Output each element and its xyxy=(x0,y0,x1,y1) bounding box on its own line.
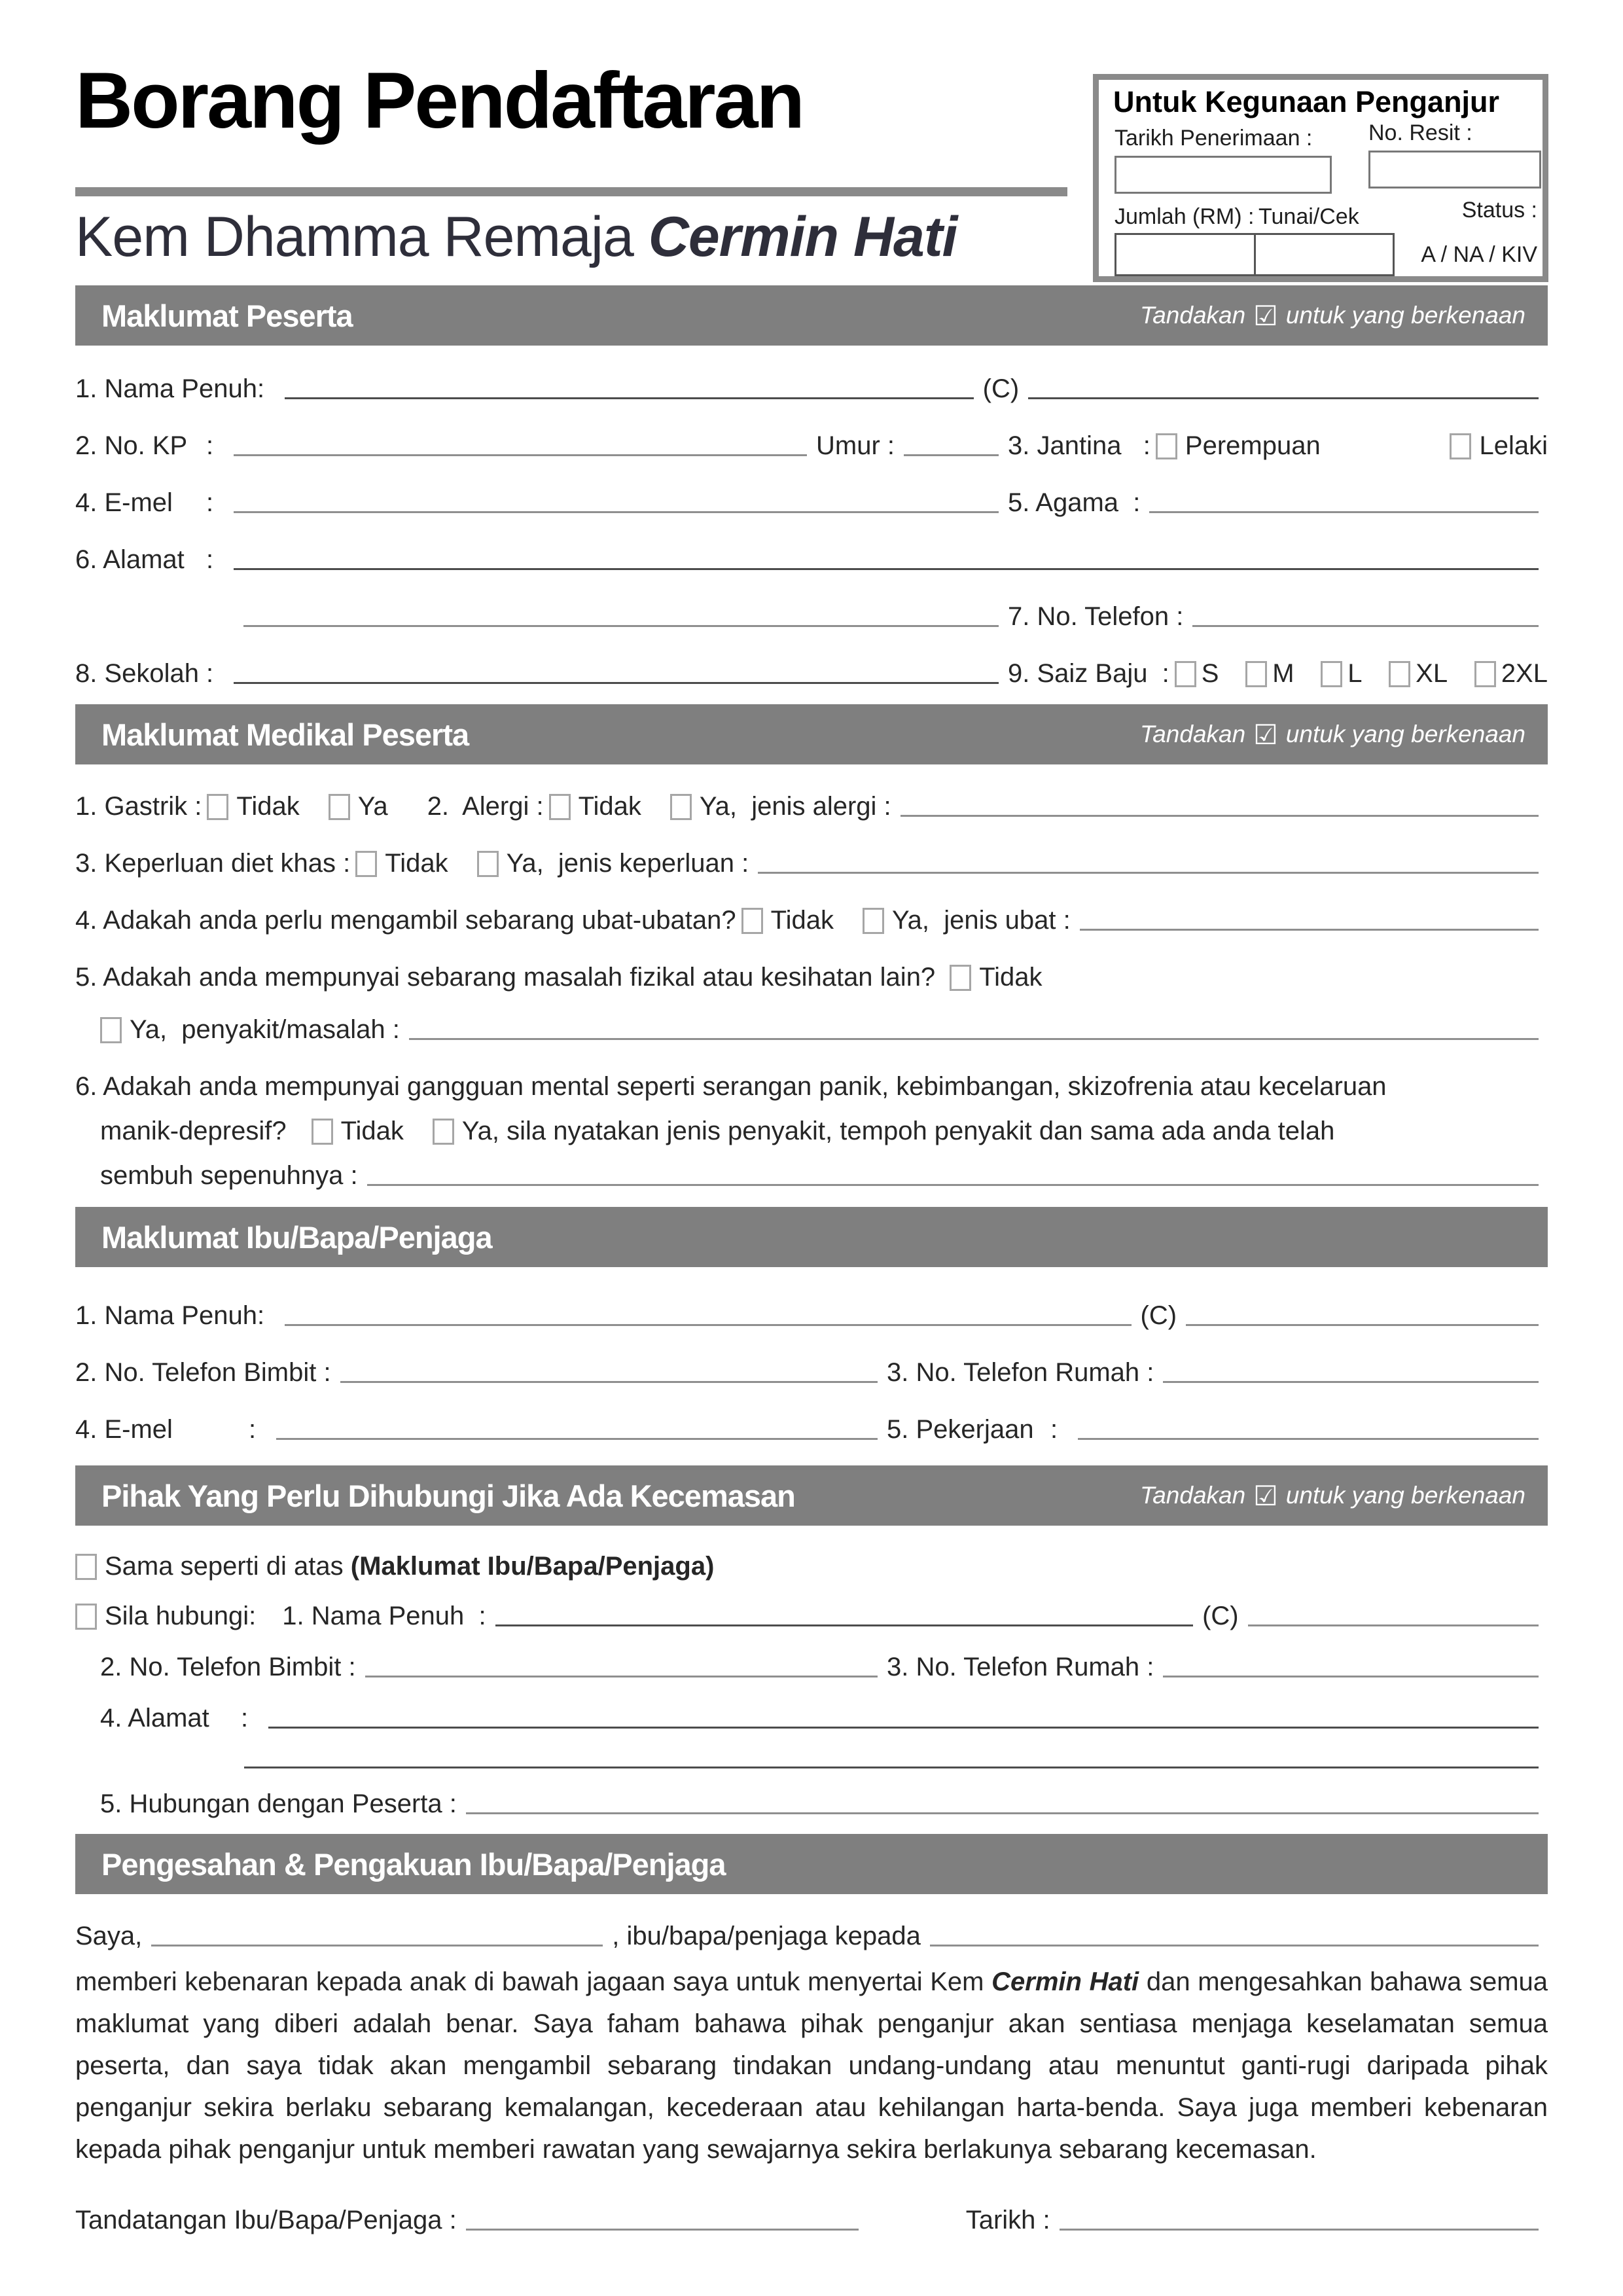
kepada-label: , ibu/bapa/penjaga kepada xyxy=(612,1922,921,1951)
alergi-label: 2. Alergi : xyxy=(427,792,544,821)
colon: : xyxy=(206,488,214,518)
line-sembuh-sepenuhnya[interactable] xyxy=(367,1184,1539,1186)
penjaga-nama-label: 1. Nama Penuh xyxy=(75,1301,257,1331)
tick-note-suffix: untuk yang berkenaan xyxy=(1285,1482,1525,1509)
checkbox-size-l[interactable] xyxy=(1321,661,1342,687)
field-row-hubungan xyxy=(75,1788,1548,1820)
checkbox-size-2xl[interactable] xyxy=(1474,661,1496,687)
line-emel[interactable] xyxy=(234,511,999,513)
field-row-nama-penuh xyxy=(75,373,1548,404)
kecemasan-alamat-label: 4. Alamat xyxy=(100,1704,209,1733)
agama-label: 5. Agama : xyxy=(1008,488,1141,518)
checkbox-lelaki[interactable] xyxy=(1450,433,1471,459)
jantina-label: 3. Jantina : xyxy=(1008,431,1150,461)
field-row-sama-seperti xyxy=(75,1551,1548,1582)
colon: : xyxy=(241,1704,249,1733)
line-kecemasan-alamat-1[interactable] xyxy=(268,1727,1539,1729)
line-agama[interactable] xyxy=(1149,511,1539,513)
colon: : xyxy=(206,545,214,575)
declaration-paragraph xyxy=(75,1961,1548,2170)
status-label: Status : xyxy=(1461,198,1537,223)
penjaga-emel-label: 4. E-mel xyxy=(75,1415,173,1444)
field-row-diet xyxy=(75,848,1548,879)
amount-cheque-cell[interactable] xyxy=(1256,235,1393,274)
hubungan-label: 5. Hubungan dengan Peserta : xyxy=(100,1789,457,1819)
section-title: Pengesahan & Pengakuan Ibu/Bapa/Penjaga xyxy=(101,1846,726,1882)
line-kecemasan-nama-cina[interactable] xyxy=(1248,1624,1539,1626)
colon: : xyxy=(206,431,214,461)
tandatangan-label: Tandatangan Ibu/Bapa/Penjaga : xyxy=(75,2206,457,2235)
nama-penuh-label: 1. Nama Penuh xyxy=(75,374,257,404)
size-s-label: S xyxy=(1201,659,1219,689)
kecemasan-nama-label: 1. Nama Penuh : xyxy=(282,1602,486,1631)
checkbox-sama-seperti[interactable] xyxy=(75,1554,97,1580)
line-no-kp[interactable] xyxy=(234,454,807,456)
checkbox-sila-hubungi[interactable] xyxy=(75,1604,97,1630)
telefon-group xyxy=(1008,601,1548,632)
sekolah-label: 8. Sekolah xyxy=(75,659,200,689)
ubat-label: 4. Adakah anda perlu mengambil sebarang ubat-ubatan? xyxy=(75,906,736,935)
diet-label: 3. Keperluan diet khas : xyxy=(75,849,351,878)
alamat-label: 6. Alamat xyxy=(75,545,185,575)
size-2xl-label: 2XL xyxy=(1501,659,1548,689)
gastrik-label: 1. Gastrik : xyxy=(75,792,202,821)
field-row-tandatangan xyxy=(75,2204,1548,2236)
agama-group xyxy=(1008,487,1548,518)
line-pekerjaan[interactable] xyxy=(1078,1438,1539,1440)
field-row-sekolah xyxy=(75,658,1548,689)
umur-label: Umur : xyxy=(816,431,895,461)
line-penjaga-emel[interactable] xyxy=(276,1438,878,1440)
field-row-gastrik-alergi xyxy=(75,791,1548,822)
field-row-emel xyxy=(75,487,1548,518)
line-nama-penuh[interactable] xyxy=(285,397,974,399)
kecemasan-bimbit-group xyxy=(100,1651,887,1683)
tick-note xyxy=(1140,1480,1525,1512)
saiz-baju-label: 9. Saiz Baju : xyxy=(1008,659,1169,689)
mental-ya-label: Ya, sila nyatakan jenis penyakit, tempoh penyakit dan sama ada anda telah xyxy=(461,1117,1335,1146)
size-l-label: L xyxy=(1347,659,1363,689)
penyakit-ya-label: Ya, penyakit/masalah : xyxy=(130,1015,400,1045)
tidak-label: Tidak xyxy=(236,792,300,821)
sila-hubungi-label: Sila hubungi: xyxy=(105,1602,257,1631)
saya-label: Saya, xyxy=(75,1922,143,1951)
pekerjaan-label: 5. Pekerjaan xyxy=(887,1415,1034,1444)
field-row-kecemasan-telefon xyxy=(75,1651,1548,1683)
checkbox-size-xl[interactable] xyxy=(1389,661,1410,687)
tidak-label: Tidak xyxy=(578,792,641,821)
line-hubungan-peserta[interactable] xyxy=(466,1812,1539,1814)
line-jenis-keperluan[interactable] xyxy=(758,872,1539,874)
checked-box-icon: ☑ xyxy=(1253,1480,1278,1511)
checked-box-icon: ☑ xyxy=(1253,719,1278,750)
field-row-alamat-2 xyxy=(75,601,1548,632)
alergi-ya-label: Ya, jenis alergi : xyxy=(699,792,891,821)
ubat-ya-label: Ya, jenis ubat : xyxy=(891,906,1071,935)
line-telefon-bimbit[interactable] xyxy=(340,1381,878,1383)
checked-box-icon: ☑ xyxy=(1253,300,1278,331)
tidak-label: Tidak xyxy=(770,906,834,935)
checkbox-fizikal-tidak[interactable] xyxy=(950,965,971,991)
colon: : xyxy=(257,374,265,404)
checkbox-diet-ya[interactable] xyxy=(477,851,499,877)
checkbox-diet-tidak[interactable] xyxy=(355,851,377,877)
jantina-group xyxy=(1008,430,1548,461)
title-divider xyxy=(75,187,1067,196)
field-row-penjaga-emel xyxy=(75,1414,1548,1445)
penjaga-emel-group xyxy=(75,1414,887,1445)
checkbox-size-m[interactable] xyxy=(1245,661,1267,687)
no-kp-label: 2. No. KP xyxy=(75,431,188,461)
emel-label: 4. E-mel xyxy=(75,488,173,518)
tick-note-prefix: Tandakan xyxy=(1140,302,1246,329)
line-telefon[interactable] xyxy=(1192,625,1539,627)
section-title: Maklumat Ibu/Bapa/Penjaga xyxy=(101,1219,492,1255)
field-row-penyakit-masalah xyxy=(75,1014,1548,1045)
checkbox-size-s[interactable] xyxy=(1175,661,1196,687)
field-row-alamat xyxy=(75,544,1548,575)
payment-label: Tunai/Cek xyxy=(1258,204,1359,229)
tidak-label: Tidak xyxy=(340,1117,404,1146)
line-nama-penjaga[interactable] xyxy=(151,1945,603,1946)
line-jenis-ubat[interactable] xyxy=(1080,929,1539,931)
sama-seperti-label: Sama seperti di atas xyxy=(105,1552,351,1581)
colon: : xyxy=(1050,1415,1058,1444)
page-title: Borang Pendaftaran xyxy=(75,56,803,145)
colon: : xyxy=(249,1415,257,1444)
status-options: A / NA / KIV xyxy=(1421,242,1537,267)
field-row-gangguan-mental-1 xyxy=(75,1071,1548,1102)
size-xl-label: XL xyxy=(1416,659,1448,689)
receipt-no-label: No. Resit : xyxy=(1368,120,1472,145)
field-row-sila-hubungi xyxy=(75,1600,1548,1632)
line-penjaga-nama-cina[interactable] xyxy=(1186,1324,1539,1326)
line-penjaga-nama[interactable] xyxy=(285,1324,1132,1326)
ya-label: Ya xyxy=(357,792,388,821)
gangguan-mental-text-1: 6. Adakah anda mempunyai gangguan mental seperti serangan panik, kebimbangan, skizofrenia atau kecelaruan xyxy=(75,1072,1387,1102)
section-bar-pengesahan xyxy=(75,1834,1548,1894)
section-bar-medikal xyxy=(75,704,1548,764)
perempuan-label: Perempuan xyxy=(1185,431,1321,461)
line-kecemasan-alamat-2[interactable] xyxy=(244,1767,1539,1768)
colon: : xyxy=(257,1301,265,1331)
checkbox-gastrik-ya[interactable] xyxy=(329,794,350,820)
checkbox-gastrik-tidak[interactable] xyxy=(207,794,228,820)
checkbox-fizikal-ya[interactable] xyxy=(100,1017,122,1043)
field-row-ubat xyxy=(75,905,1548,936)
checkbox-alergi-ya[interactable] xyxy=(670,794,692,820)
line-jenis-alergi[interactable] xyxy=(901,815,1539,817)
line-nama-anak[interactable] xyxy=(930,1945,1539,1946)
telefon-label: 7. No. Telefon : xyxy=(1008,602,1184,632)
field-row-no-kp xyxy=(75,430,1548,461)
line-kecemasan-rumah[interactable] xyxy=(1163,1676,1539,1677)
field-row-gangguan-mental-3 xyxy=(75,1160,1548,1191)
line-sekolah[interactable] xyxy=(234,682,999,684)
sembuh-label: sembuh sepenuhnya : xyxy=(100,1161,358,1191)
declaration-text-2: dan mengesahkan bahawa semua maklumat yang diberi adalah benar. Saya faham bahawa pihak penganjur akan sentiasa menjaga keselamatan semua peserta, dan saya tidak akan mengambil sebarang tindakan undang-undang atau menuntut ganti-rugi daripada pihak penganjur sekira berlaku sebarang kemalangan, kecederaan atau kehilangan harta-benda. Saya juga memberi kebenaran kepada pihak penganjur untuk memberi rawatan yang sewajarnya sekira berlakunya sebarang kecemasan. xyxy=(75,1967,1548,2164)
line-tarikh[interactable] xyxy=(1060,2229,1539,2231)
telefon-rumah-label: 3. No. Telefon Rumah : xyxy=(887,1358,1154,1388)
tick-note xyxy=(1140,300,1525,332)
line-telefon-rumah[interactable] xyxy=(1163,1381,1539,1383)
line-kecemasan-nama[interactable] xyxy=(495,1624,1194,1626)
section-bar-ibu-bapa xyxy=(75,1207,1548,1267)
field-row-kecemasan-alamat xyxy=(75,1702,1548,1734)
colon: : xyxy=(206,659,214,689)
section-bar-kecemasan xyxy=(75,1465,1548,1526)
section-bar-maklumat-peserta xyxy=(75,285,1548,346)
field-row-penjaga-nama xyxy=(75,1300,1548,1331)
subtitle-emphasis: Cermin Hati xyxy=(648,206,957,268)
receipt-no-input[interactable] xyxy=(1368,151,1541,188)
saiz-baju-group xyxy=(1008,658,1548,689)
amount-input[interactable] xyxy=(1115,233,1395,276)
tick-note-prefix: Tandakan xyxy=(1140,1482,1246,1509)
tarikh-label: Tarikh : xyxy=(965,2206,1050,2235)
field-row-gangguan-mental-2 xyxy=(75,1115,1548,1147)
office-use-box xyxy=(1093,74,1548,282)
checkbox-alergi-tidak[interactable] xyxy=(549,794,571,820)
c-label: (C) xyxy=(1202,1602,1239,1631)
line-tandatangan[interactable] xyxy=(466,2229,859,2231)
size-m-label: M xyxy=(1272,659,1294,689)
date-received-label: Tarikh Penerimaan : xyxy=(1115,126,1313,151)
telefon-bimbit-group xyxy=(75,1357,887,1388)
field-row-kecemasan-alamat-2 xyxy=(75,1767,1548,1774)
checkbox-ubat-ya[interactable] xyxy=(863,908,884,934)
section-title: Pihak Yang Perlu Dihubungi Jika Ada Kecemasan xyxy=(101,1478,795,1513)
checkbox-mental-ya[interactable] xyxy=(433,1119,454,1145)
line-alamat-2[interactable] xyxy=(243,625,999,627)
tick-note-suffix: untuk yang berkenaan xyxy=(1285,302,1525,329)
masalah-fizikal-label: 5. Adakah anda mempunyai sebarang masalah fizikal atau kesihatan lain? xyxy=(75,963,936,992)
checkbox-ubat-tidak[interactable] xyxy=(741,908,763,934)
telefon-bimbit-label: 2. No. Telefon Bimbit : xyxy=(75,1358,331,1388)
section-title: Maklumat Peserta xyxy=(101,298,353,333)
subtitle-text: Kem Dhamma Remaja xyxy=(75,206,649,268)
tidak-label: Tidak xyxy=(979,963,1043,992)
kecemasan-rumah-label: 3. No. Telefon Rumah : xyxy=(887,1653,1154,1682)
kecemasan-bimbit-label: 2. No. Telefon Bimbit : xyxy=(100,1653,356,1682)
tick-note-suffix: untuk yang berkenaan xyxy=(1285,721,1525,748)
c-label: (C) xyxy=(982,374,1020,404)
field-row-penjaga-telefon xyxy=(75,1357,1548,1388)
line-alamat-1[interactable] xyxy=(234,568,1539,570)
line-kecemasan-bimbit[interactable] xyxy=(365,1676,878,1677)
declaration-text-1: memberi kebenaran kepada anak di bawah jagaan saya untuk menyertai Kem xyxy=(75,1967,992,1997)
field-row-masalah-fizikal xyxy=(75,961,1548,993)
tick-note-prefix: Tandakan xyxy=(1140,721,1246,748)
amount-label: Jumlah (RM) : xyxy=(1115,204,1255,229)
c-label: (C) xyxy=(1140,1301,1177,1331)
diet-ya-label: Ya, jenis keperluan : xyxy=(506,849,749,878)
line-penyakit-masalah[interactable] xyxy=(409,1038,1539,1040)
field-row-saya xyxy=(75,1920,1548,1952)
tidak-label: Tidak xyxy=(385,849,448,878)
lelaki-label: Lelaki xyxy=(1479,431,1548,461)
checkbox-mental-tidak[interactable] xyxy=(312,1119,333,1145)
date-received-input[interactable] xyxy=(1115,156,1332,194)
declaration-camp-name: Cermin Hati xyxy=(991,1967,1139,1997)
tick-note xyxy=(1140,719,1525,751)
line-umur[interactable] xyxy=(904,454,999,456)
office-use-title: Untuk Kegunaan Penganjur xyxy=(1113,85,1500,118)
line-nama-cina[interactable] xyxy=(1028,397,1539,399)
checkbox-perempuan[interactable] xyxy=(1156,433,1177,459)
manik-depresif-label: manik-depresif? xyxy=(100,1117,287,1146)
amount-cash-cell[interactable] xyxy=(1116,235,1256,274)
sama-seperti-bold-label: (Maklumat Ibu/Bapa/Penjaga) xyxy=(350,1552,715,1581)
section-title: Maklumat Medikal Peserta xyxy=(101,717,469,752)
